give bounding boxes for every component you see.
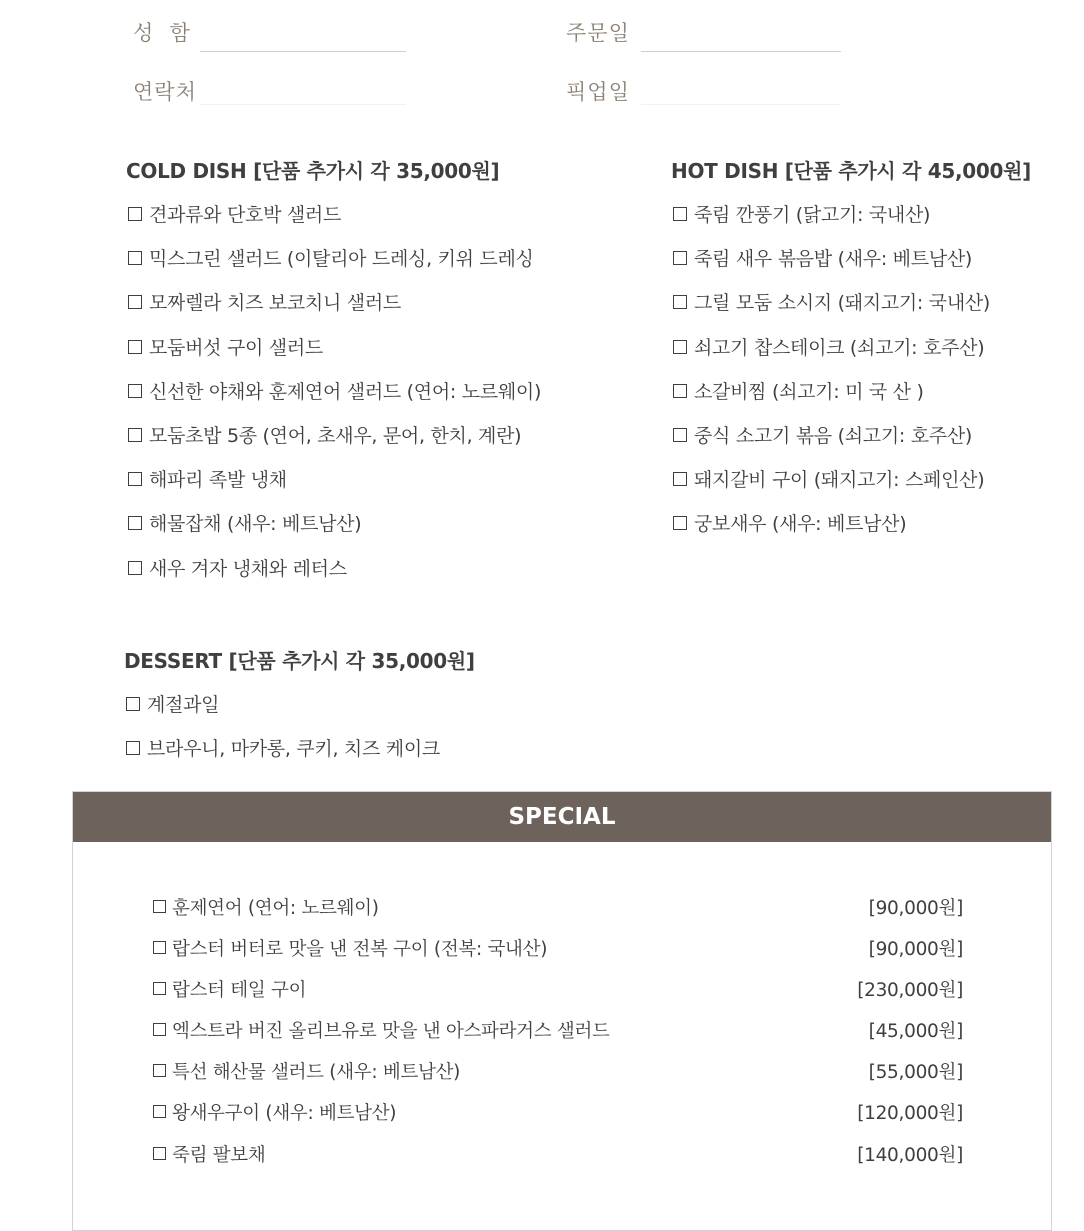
contact-label: 연락처 <box>133 80 197 104</box>
price: [90,000원] <box>868 939 963 961</box>
list-item[interactable]: 해물잡채 (새우: 베트남산) <box>126 509 541 553</box>
checkbox-icon[interactable] <box>153 1105 166 1118</box>
name-label: 성 함 <box>133 21 191 45</box>
checkbox-icon[interactable] <box>673 340 687 354</box>
checkbox-icon[interactable] <box>153 982 166 995</box>
dessert-list <box>124 690 440 778</box>
checkbox-icon[interactable] <box>128 251 142 265</box>
checkbox-icon[interactable] <box>128 428 142 442</box>
checkbox-icon[interactable] <box>673 516 687 530</box>
checkbox-icon[interactable] <box>673 251 687 265</box>
dessert-title: DESSERT [단품 추가시 각 35,000원] <box>124 649 475 673</box>
price: [55,000원] <box>868 1062 963 1084</box>
checkbox-icon[interactable] <box>128 384 142 398</box>
contact-field[interactable] <box>200 104 406 105</box>
name-field[interactable] <box>200 51 406 52</box>
list-item[interactable]: 죽림 새우 볶음밥 (새우: 베트남산) <box>671 244 990 288</box>
cold-dish-list <box>126 200 541 598</box>
order-date-label: 주문일 <box>566 21 630 45</box>
checkbox-icon[interactable] <box>128 207 142 221</box>
list-item[interactable]: 소갈비찜 (쇠고기: 미 국 산 ) <box>671 377 990 421</box>
pickup-date-field[interactable] <box>641 104 841 105</box>
hot-dish-title: HOT DISH [단품 추가시 각 45,000원] <box>671 159 1031 183</box>
checkbox-icon[interactable] <box>153 1147 166 1160</box>
special-title: SPECIAL <box>73 792 1051 842</box>
checkbox-icon[interactable] <box>126 697 140 711</box>
list-item[interactable]: 랍스터 테일 구이 [230,000원] <box>153 976 963 1017</box>
checkbox-icon[interactable] <box>673 295 687 309</box>
list-item[interactable]: 모둠버섯 구이 샐러드 <box>126 333 541 377</box>
checkbox-icon[interactable] <box>673 472 687 486</box>
checkbox-icon[interactable] <box>153 1023 166 1036</box>
list-item[interactable]: 해파리 족발 냉채 <box>126 465 541 509</box>
hot-dish-list <box>671 200 990 554</box>
list-item[interactable]: 왕새우구이 (새우: 베트남산) [120,000원] <box>153 1099 963 1140</box>
checkbox-icon[interactable] <box>128 295 142 309</box>
list-item[interactable]: 신선한 야채와 훈제연어 샐러드 (연어: 노르웨이) <box>126 377 541 421</box>
list-item[interactable]: 죽림 깐풍기 (닭고기: 국내산) <box>671 200 990 244</box>
checkbox-icon[interactable] <box>128 340 142 354</box>
checkbox-icon[interactable] <box>126 741 140 755</box>
list-item[interactable]: 특선 해산물 샐러드 (새우: 베트남산) [55,000원] <box>153 1058 963 1099</box>
list-item[interactable]: 모짜렐라 치즈 보코치니 샐러드 <box>126 288 541 332</box>
price: [90,000원] <box>868 898 963 919</box>
checkbox-icon[interactable] <box>128 516 142 530</box>
list-item[interactable]: 엑스트라 버진 올리브유로 맛을 낸 아스파라거스 샐러드 [45,000원] <box>153 1017 963 1058</box>
checkbox-icon[interactable] <box>153 941 166 954</box>
list-item[interactable]: 중식 소고기 볶음 (쇠고기: 호주산) <box>671 421 990 465</box>
checkbox-icon[interactable] <box>153 1064 166 1077</box>
list-item[interactable]: 모둠초밥 5종 (연어, 초새우, 문어, 한치, 계란) <box>126 421 541 465</box>
list-item[interactable]: 그릴 모둠 소시지 (돼지고기: 국내산) <box>671 288 990 332</box>
pickup-date-label: 픽업일 <box>566 80 630 104</box>
list-item[interactable]: 브라우니, 마카롱, 쿠키, 치즈 케이크 <box>124 734 440 778</box>
price: [120,000원] <box>857 1103 963 1125</box>
list-item[interactable]: 계절과일 <box>124 690 440 734</box>
cold-dish-title: COLD DISH [단품 추가시 각 35,000원] <box>126 159 500 183</box>
list-item[interactable]: 쇠고기 찹스테이크 (쇠고기: 호주산) <box>671 333 990 377</box>
price: [45,000원] <box>868 1021 963 1043</box>
checkbox-icon[interactable] <box>673 207 687 221</box>
list-item[interactable]: 궁보새우 (새우: 베트남산) <box>671 509 990 553</box>
list-item[interactable]: 새우 겨자 냉채와 레터스 <box>126 554 541 598</box>
checkbox-icon[interactable] <box>673 384 687 398</box>
list-item[interactable]: 믹스그린 샐러드 (이탈리아 드레싱, 키위 드레싱 <box>126 244 541 288</box>
checkbox-icon[interactable] <box>128 472 142 486</box>
special-list <box>153 894 963 1182</box>
list-item[interactable]: 죽림 팔보채 [140,000원] <box>153 1141 963 1182</box>
list-item[interactable]: 훈제연어 (연어: 노르웨이) [90,000원] <box>153 894 963 935</box>
price: [140,000원] <box>857 1144 963 1166</box>
list-item[interactable]: 랍스터 버터로 맛을 낸 전복 구이 (전복: 국내산) [90,000원] <box>153 935 963 976</box>
list-item[interactable]: 돼지갈비 구이 (돼지고기: 스페인산) <box>671 465 990 509</box>
price: [230,000원] <box>857 980 963 1002</box>
checkbox-icon[interactable] <box>673 428 687 442</box>
special-section <box>72 791 1052 1231</box>
checkbox-icon[interactable] <box>128 561 142 575</box>
order-date-field[interactable] <box>641 51 841 52</box>
list-item[interactable]: 견과류와 단호박 샐러드 <box>126 200 541 244</box>
checkbox-icon[interactable] <box>153 900 166 913</box>
